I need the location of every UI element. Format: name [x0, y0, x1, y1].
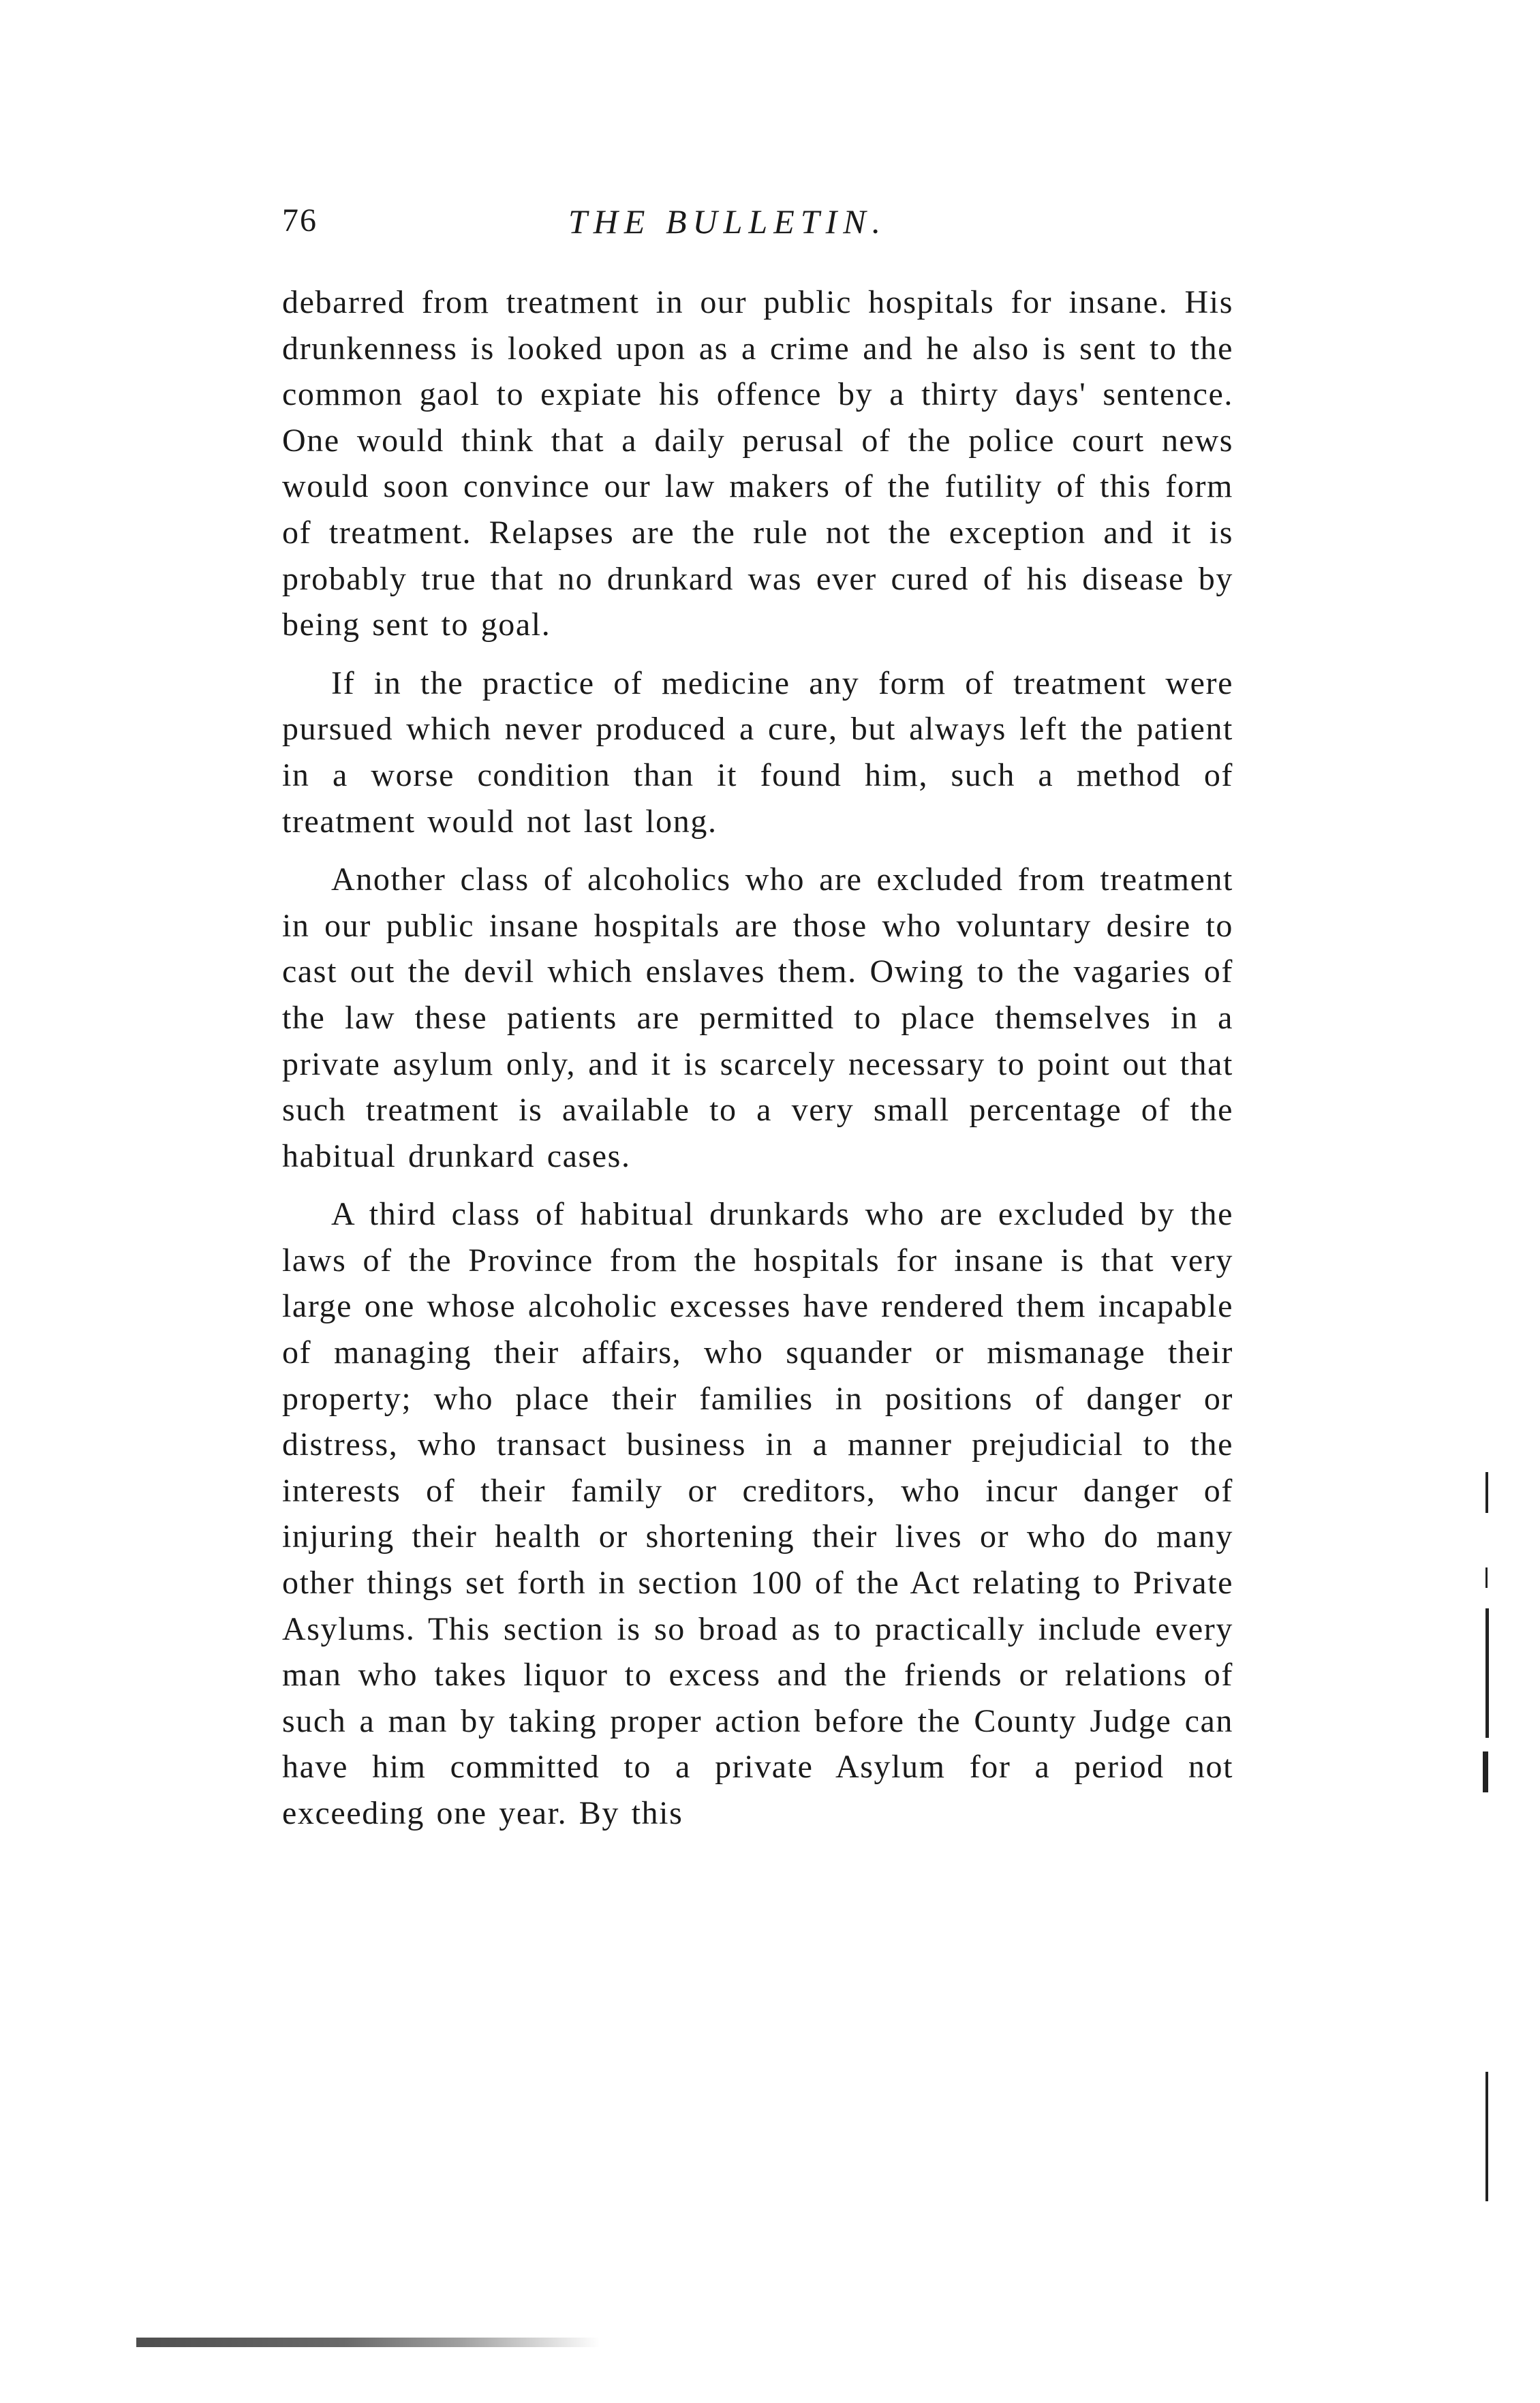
paragraph: A third class of habitual drunkards who are excluded by the laws of the Province from the hospitals for insane is that very large one whose alcoholic excesses have rendered them incapable of managing their affairs, who squander or mismanage their property; who place their families in positions of danger or distress, who transact business in a manner prejudicial to the interests of their family or creditors, who incur danger of injuring their health or shortening their lives or who do many other things set forth in section 100 of the Act relating to Private Asylums. This section is so broad as to practically include every man who takes liquor to excess and the friends or relations of such a man by taking proper action before the County Judge can have him committed to a private Asylum for a period not exceeding one year. By this [282, 1196, 1233, 1831]
scan-mark [1485, 2072, 1488, 2201]
scan-mark [1483, 1751, 1488, 1792]
scan-smudge [136, 2338, 600, 2347]
body-text [282, 279, 1233, 1849]
paragraph: debarred from treatment in our public hospitals for insane. His drunkenness is looked upon as a crime and he also is sent to the common gaol to expiate his offence by a thirty days' sentence. One would think that a daily perusal of the police court news would soon convince our law makers of the futility of this form of treatment. Relapses are the rule not the exception and it is probably true that no drunkard was ever cured of his disease by being sent to goal. [282, 284, 1233, 643]
paragraph: Another class of alcoholics who are excluded from treatment in our public insane hospitals are those who voluntary desire to cast out the devil which enslaves them. Owing to the vagaries of the law these patients are permitted to place themselves in a private asylum only, and it is scarcely necessary to point out that such treatment is available to a very small percentage of the habitual drunkard cases. [282, 861, 1233, 1174]
scan-mark [1485, 1567, 1488, 1588]
page-header [282, 202, 1263, 256]
scan-mark [1485, 1608, 1489, 1738]
page-number: 76 [282, 202, 318, 239]
paragraph: If in the practice of medicine any form of treatment were pursued which never produced a cure, but always left the patient in a worse condition than it found him, such a method of treatment would not last long. [282, 664, 1233, 840]
running-title: THE BULLETIN. [568, 202, 887, 241]
scan-mark [1485, 1472, 1488, 1513]
scan-edge-marks [1476, 1472, 1503, 2358]
